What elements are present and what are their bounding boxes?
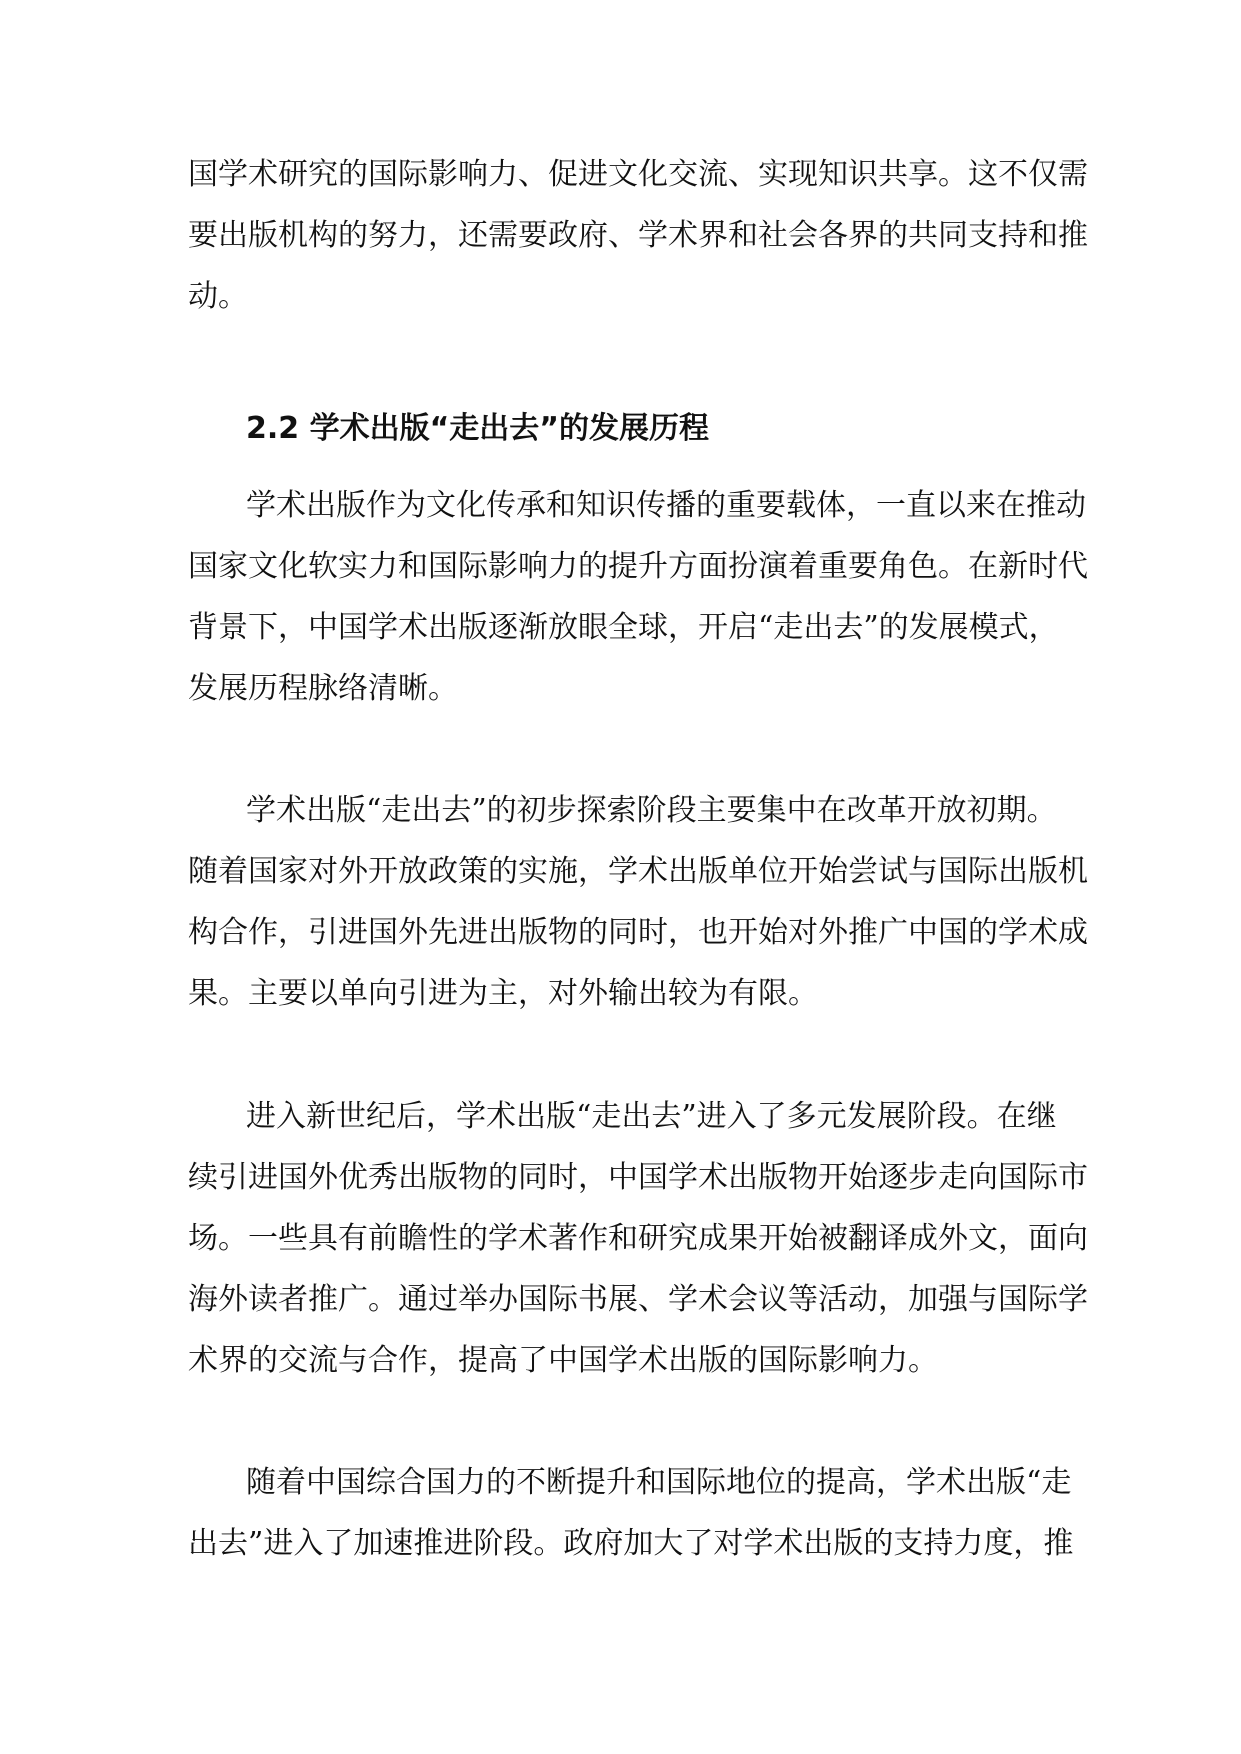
text-line: 进入新世纪后，学术出版“走出去”进入了多元发展阶段。在继 [246, 1099, 1057, 1134]
text-line: 术界的交流与合作，提高了中国学术出版的国际影响力。 [188, 1343, 938, 1378]
paragraph-diversified-stage [188, 1086, 1088, 1391]
paragraph-continuation [188, 144, 1088, 327]
text-line: 场。一些具有前瞻性的学术著作和研究成果开始被翻译成外文，面向 [188, 1221, 1088, 1256]
text-line: 国家文化软实力和国际影响力的提升方面扮演着重要角色。在新时代 [188, 549, 1088, 584]
paragraph-initial-stage [188, 780, 1088, 1024]
text-line: 随着中国综合国力的不断提升和国际地位的提高，学术出版“走 [246, 1465, 1072, 1500]
paragraph-accelerated-stage [188, 1452, 1074, 1574]
text-line: 要出版机构的努力，还需要政府、学术界和社会各界的共同支持和推 [188, 218, 1088, 253]
text-line: 学术出版作为文化传承和知识传播的重要载体，一直以来在推动 [246, 488, 1086, 523]
text-line: 发展历程脉络清晰。 [188, 671, 458, 706]
paragraph-intro [188, 475, 1088, 719]
text-line: 续引进国外优秀出版物的同时，中国学术出版物开始逐步走向国际市 [188, 1160, 1088, 1195]
text-line: 海外读者推广。通过举办国际书展、学术会议等活动，加强与国际学 [188, 1282, 1088, 1317]
text-line: 果。主要以单向引进为主，对外输出较为有限。 [188, 976, 818, 1011]
text-line: 随着国家对外开放政策的实施，学术出版单位开始尝试与国际出版机 [188, 854, 1088, 889]
section-heading: 2.2 学术出版“走出去”的发展历程 [246, 411, 710, 446]
text-line: 国学术研究的国际影响力、促进文化交流、实现知识共享。这不仅需 [188, 157, 1088, 192]
text-line: 动。 [188, 279, 248, 314]
text-line: 学术出版“走出去”的初步探索阶段主要集中在改革开放初期。 [246, 793, 1057, 828]
text-line: 出去”进入了加速推进阶段。政府加大了对学术出版的支持力度，推 [188, 1526, 1074, 1561]
text-line: 背景下，中国学术出版逐渐放眼全球，开启“走出去”的发展模式， [188, 610, 1059, 645]
text-line: 构合作，引进国外先进出版物的同时，也开始对外推广中国的学术成 [188, 915, 1088, 950]
